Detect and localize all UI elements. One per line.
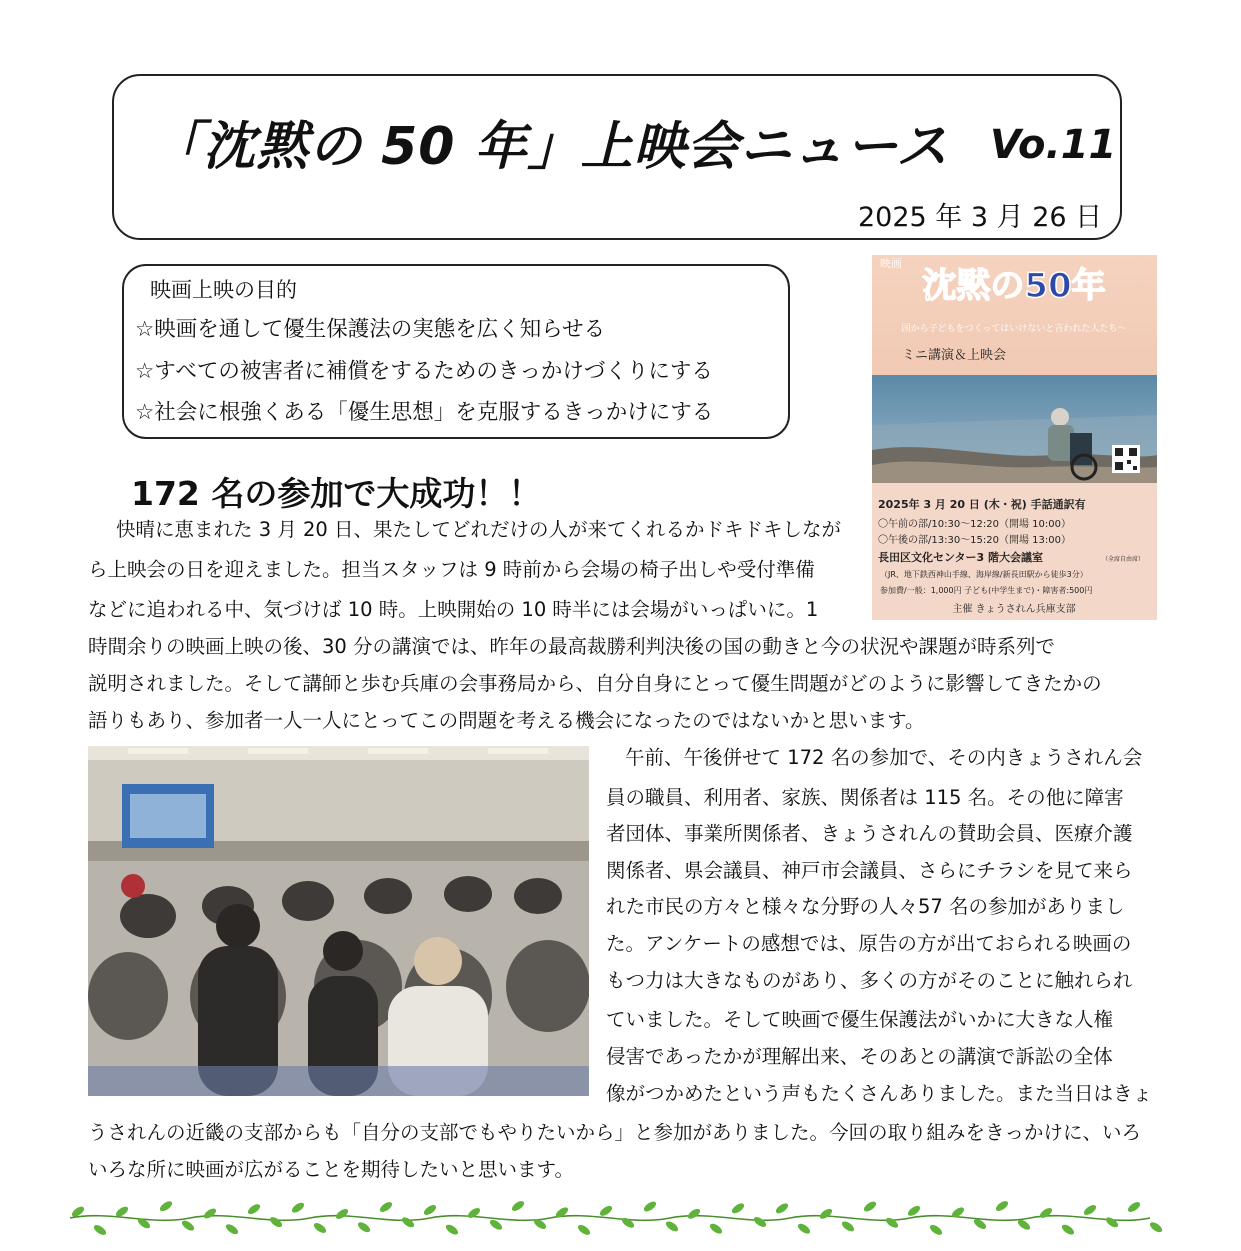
leaf-icon xyxy=(510,1199,525,1213)
flyer-title: 沈黙の50年 xyxy=(922,266,1106,306)
leaf-icon xyxy=(752,1215,767,1229)
flyer-fee: 参加費/一般：1,000円 子ども(中学生まで)・障害者:500円 xyxy=(880,586,1093,595)
leaf-icon xyxy=(356,1220,371,1234)
leaf-icon xyxy=(686,1207,701,1221)
leaf-icon xyxy=(664,1220,679,1234)
article-line: 説明されました。そして講師と歩む兵庫の会事務局から、自分自身にとって優生問題がどのように影響してきたかの xyxy=(88,672,1102,695)
leaf-icon xyxy=(268,1215,283,1229)
article-line: ら上映会の日を迎えました。担当スタッフは 9 時前から会場の椅子出しや受付準備 xyxy=(88,558,815,581)
leaf-icon xyxy=(334,1207,349,1221)
issue-date: 2025 年 3 月 26 日 xyxy=(858,202,1103,233)
leaf-icon xyxy=(994,1199,1009,1213)
flyer-afternoon: 〇午後の部/13:30～15:20（開場 13:00） xyxy=(878,535,1072,546)
article-line: た。アンケートの感想では、原告の方が出ておられる映画の xyxy=(606,932,1132,955)
leaf-icon xyxy=(862,1200,877,1214)
leaf-icon xyxy=(158,1199,173,1213)
leaf-icon xyxy=(1126,1200,1141,1214)
article-line: 侵害であったかが理解出来、そのあとの講演で訴訟の全体 xyxy=(606,1045,1113,1068)
leaf-icon xyxy=(906,1204,921,1218)
leaf-icon xyxy=(180,1219,195,1233)
leaf-icon xyxy=(796,1222,811,1236)
leaf-icon xyxy=(400,1215,415,1229)
article-line: れた市民の方々と様々な分野の人々57 名の参加がありまし xyxy=(606,895,1125,918)
vine-decoration xyxy=(70,1190,1170,1240)
leaf-icon xyxy=(290,1201,305,1215)
leaf-icon xyxy=(642,1200,657,1214)
flyer-venue-note: （全席自由席） xyxy=(1102,556,1145,563)
article-line: 員の職員、利用者、家族、関係者は 115 名。その他に障害 xyxy=(606,786,1124,809)
article-line: 像がつかめたという声もたくさんありました。また当日はきょ xyxy=(606,1082,1153,1105)
leaf-icon xyxy=(774,1201,789,1215)
flyer-access: （JR、地下鉄西神山手線、海岸線/新長田駅から徒歩3分） xyxy=(880,570,1088,579)
leaf-icon xyxy=(1038,1206,1053,1220)
article-line: もつ力は大きなものがあり、多くの方がそのことに触れられ xyxy=(606,969,1133,992)
purpose-item: ☆社会に根強くある「優生思想」を克服するきっかけにする xyxy=(135,400,714,425)
leaf-icon xyxy=(928,1223,943,1237)
flyer-venue: 長田区文化センター3 階大会議室 xyxy=(878,551,1044,564)
event-photo xyxy=(88,746,589,1096)
leaf-icon xyxy=(246,1202,261,1216)
leaf-icon xyxy=(378,1200,393,1214)
purpose-list xyxy=(135,315,713,440)
event-flyer-image xyxy=(872,255,1157,620)
leaf-icon xyxy=(730,1201,745,1215)
leaf-icon xyxy=(92,1223,107,1237)
leaf-icon xyxy=(818,1207,833,1221)
leaf-icon xyxy=(488,1218,503,1232)
flyer-date-line: 2025年 3 月 20 日 (木・祝) 手話通訳有 xyxy=(878,498,1086,511)
leaf-icon xyxy=(1148,1220,1163,1234)
leaf-icon xyxy=(1082,1203,1097,1217)
article-line: うされんの近畿の支部からも「自分の支部でもやりたいから」と参加がありました。今回の取り組みをきっかけに、いろ xyxy=(88,1121,1142,1144)
flyer-top-text: 映画 xyxy=(880,257,902,270)
leaf-icon xyxy=(884,1216,899,1230)
article-line: いろな所に映画が広がることを期待したいと思います。 xyxy=(88,1158,574,1181)
purpose-item: ☆映画を通して優生保護法の実態を広く知らせる xyxy=(135,317,606,342)
purpose-item: ☆すべての被害者に補償をするためのきっかけづくりにする xyxy=(135,358,713,384)
article-line: 午前、午後併せて 172 名の参加で、その内きょうされん会 xyxy=(625,746,1143,769)
leaf-icon xyxy=(1104,1215,1119,1229)
article-line: ていました。そして映画で優生保護法がいかに大きな人権 xyxy=(606,1008,1114,1031)
leaf-icon xyxy=(444,1223,459,1237)
article-line: 者団体、事業所関係者、きょうされんの賛助会員、医療介護 xyxy=(606,822,1133,845)
flyer-subtitle: 国から子どもをつくってはいけないと言われた人たち～ xyxy=(901,324,1127,334)
leaf-icon xyxy=(422,1203,437,1217)
leaf-icon xyxy=(840,1220,855,1234)
volume-number: Vo.11 xyxy=(990,122,1117,168)
flyer-morning: 〇午前の部/10:30～12:20（開場 10:00） xyxy=(878,519,1072,530)
leaf-icon xyxy=(312,1221,327,1235)
newsletter-title: 「沈黙の 50 年」上映会ニュース xyxy=(150,117,949,177)
article-line: 語りもあり、参加者一人一人にとってこの問題を考える機会になったのではないかと思います。 xyxy=(88,709,925,732)
article-headline: 172 名の参加で大成功！！ xyxy=(131,474,542,513)
article-line: 関係者、県会議員、神戸市会議員、さらにチラシを見て来ら xyxy=(606,859,1133,882)
leaf-icon xyxy=(202,1207,217,1221)
leaf-icon xyxy=(576,1223,591,1237)
leaf-icon xyxy=(708,1222,723,1236)
article-line: 快晴に恵まれた 3 月 20 日、果たしてどれだけの人が来てくれるかドキドキしなが xyxy=(116,518,842,541)
leaf-icon xyxy=(620,1216,635,1230)
leaf-icon xyxy=(224,1222,239,1236)
article-line: などに追われる中、気づけば 10 時。上映開始の 10 時半には会場がいっぱいに。1 xyxy=(88,598,819,621)
leaf-icon xyxy=(598,1204,613,1218)
purpose-heading: 映画上映の目的 xyxy=(150,278,297,302)
leaf-icon xyxy=(1060,1223,1075,1237)
article-line: 時間余りの映画上映の後、30 分の講演では、昨年の最高裁勝利判決後の国の動きと今の状況や課題が時系列で xyxy=(88,635,1056,658)
flyer-event: ミニ講演＆上映会 xyxy=(902,348,1007,363)
flyer-organizer: 主催 きょうされん兵庫支部 xyxy=(952,604,1076,615)
